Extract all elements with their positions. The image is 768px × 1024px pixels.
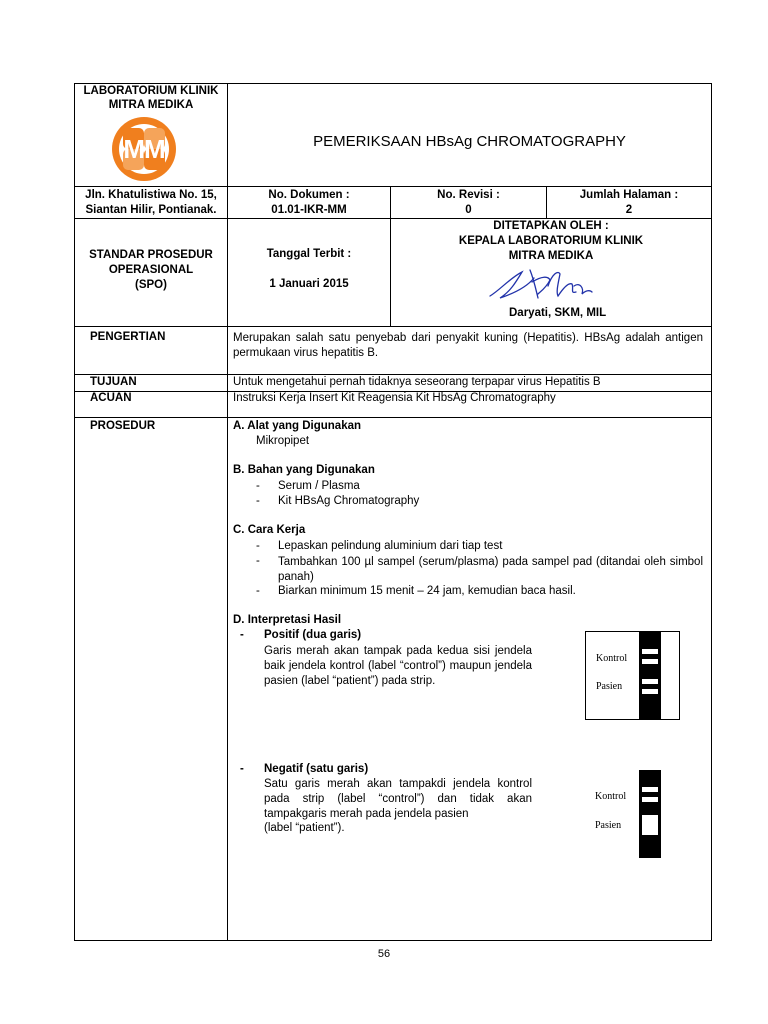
lab-name: [75, 84, 227, 112]
control-line: [642, 797, 658, 802]
list-item-text: Kit HBsAg Chromatography: [278, 495, 420, 507]
positive-strip-diagram: [585, 631, 680, 720]
lab-name-line1: LABORATORIUM KLINIK: [83, 85, 219, 97]
table-border-bottom: [74, 940, 712, 941]
page-title: PEMERIKSAAN HBsAg CHROMATOGRAPHY: [313, 133, 626, 150]
patient-line: [642, 689, 658, 694]
negatif-title: Negatif (satu garis): [264, 763, 369, 775]
address-line2: Siantan Hilir, Pontianak.: [85, 204, 217, 216]
bullet-dash: -: [256, 540, 260, 552]
list-item-text: Serum / Plasma: [278, 480, 360, 492]
approval-line3: MITRA MEDIKA: [508, 250, 594, 262]
address-line1: Jln. Khatulistiwa No. 15,: [85, 189, 217, 201]
approval-line1: DITETAPKAN OLEH :: [493, 220, 609, 232]
prosedur-label: PROSEDUR: [90, 420, 156, 432]
spo-line2: OPERASIONAL: [108, 264, 194, 276]
negatif-text-cont: (label “patient”).: [264, 822, 345, 834]
list-item-text: Lepaskan pelindung aluminium dari tiap test: [278, 540, 503, 552]
acuan-label: ACUAN: [90, 392, 132, 404]
tujuan-label: TUJUAN: [90, 376, 137, 388]
tujuan-text: Untuk mengetahui pernah tidaknya seseorang terpapar virus Hepatitis B: [233, 376, 601, 388]
row-divider: [74, 374, 712, 375]
row-divider: [74, 417, 712, 418]
bullet-dash: -: [256, 555, 260, 567]
page-number: 56: [377, 948, 391, 960]
control-line: [642, 649, 658, 654]
logo-text: MM: [123, 134, 165, 164]
revision-label: No. Revisi :: [437, 189, 500, 201]
doc-number-value: 01.01-IKR-MM: [271, 204, 347, 216]
signer-name: Daryati, SKM, MIL: [509, 307, 607, 319]
issue-date-value: 1 Januari 2015: [269, 278, 349, 290]
bullet-dash: -: [256, 480, 260, 492]
doc-number: [228, 188, 390, 218]
negatif-text: Satu garis merah akan tampakdi jendela kontrol pada strip (label “control”) dan tidak akan tampakgaris merah pada jendela pasien: [264, 778, 532, 820]
prosedur-d-title: D. Interpretasi Hasil: [233, 614, 342, 626]
prosedur-a-item: Mikropipet: [256, 435, 310, 447]
logo: [109, 114, 179, 184]
issue-date-label: Tanggal Terbit :: [266, 248, 352, 260]
page-count-label: Jumlah Halaman :: [579, 189, 679, 201]
revision-value: 0: [465, 204, 472, 216]
pengertian-text: Merupakan salah satu penyebab dari penyakit kuning (Hepatitis). HBsAg adalah antigen permukaan virus hepatitis B.: [233, 332, 703, 359]
strip-body: [639, 632, 661, 719]
bullet-dash: -: [256, 495, 260, 507]
control-line: [642, 787, 658, 792]
patient-window: [642, 815, 658, 835]
negative-strip-diagram: [585, 770, 678, 858]
approval-line2: KEPALA LABORATORIUM KLINIK: [458, 235, 644, 247]
prosedur-c-title: C. Cara Kerja: [233, 524, 306, 536]
prosedur-a-title: A. Alat yang Digunakan: [233, 420, 362, 432]
pasien-label: Pasien: [595, 820, 622, 831]
kontrol-label: Kontrol: [596, 653, 628, 664]
patient-line: [642, 679, 658, 684]
prosedur-b-title: B. Bahan yang Digunakan: [233, 464, 375, 476]
positif-title: Positif (dua garis): [264, 629, 362, 641]
page-count-value: 2: [625, 204, 633, 216]
spo-label: [75, 248, 227, 293]
negatif-dash: -: [240, 763, 244, 775]
kontrol-label: Kontrol: [595, 791, 627, 802]
strip-body: [639, 770, 661, 858]
acuan-text: Instruksi Kerja Insert Kit Reagensia Kit HbsAg Chromatography: [233, 392, 556, 404]
signature: [486, 264, 596, 306]
revision: [391, 188, 546, 218]
list-item-text: Biarkan minimum 15 menit – 24 jam, kemudian baca hasil.: [278, 585, 576, 597]
approval: [391, 219, 711, 264]
row-divider: [74, 326, 712, 327]
lab-name-line2: MITRA MEDIKA: [108, 99, 194, 111]
spo-line3: (SPO): [135, 279, 167, 291]
page-count: [547, 188, 711, 218]
table-border-right: [711, 83, 712, 941]
row-divider: [74, 186, 712, 187]
bullet-dash: -: [256, 585, 260, 597]
pasien-label: Pasien: [596, 681, 623, 692]
positif-text: Garis merah akan tampak pada kedua sisi jendela baik jendela kontrol (label “control”) maupun jendela pasien (label “patient”) pada strip.: [264, 645, 532, 687]
list-item-text: Tambahkan 100 µl sampel (serum/plasma) pada sampel pad (ditandai oleh simbol panah): [278, 556, 703, 583]
doc-number-label: No. Dokumen :: [268, 189, 350, 201]
positif-dash: -: [240, 629, 244, 641]
control-line: [642, 659, 658, 664]
spo-line1: STANDAR PROSEDUR: [89, 249, 213, 261]
address: [75, 188, 227, 218]
pengertian-label: PENGERTIAN: [90, 331, 166, 343]
